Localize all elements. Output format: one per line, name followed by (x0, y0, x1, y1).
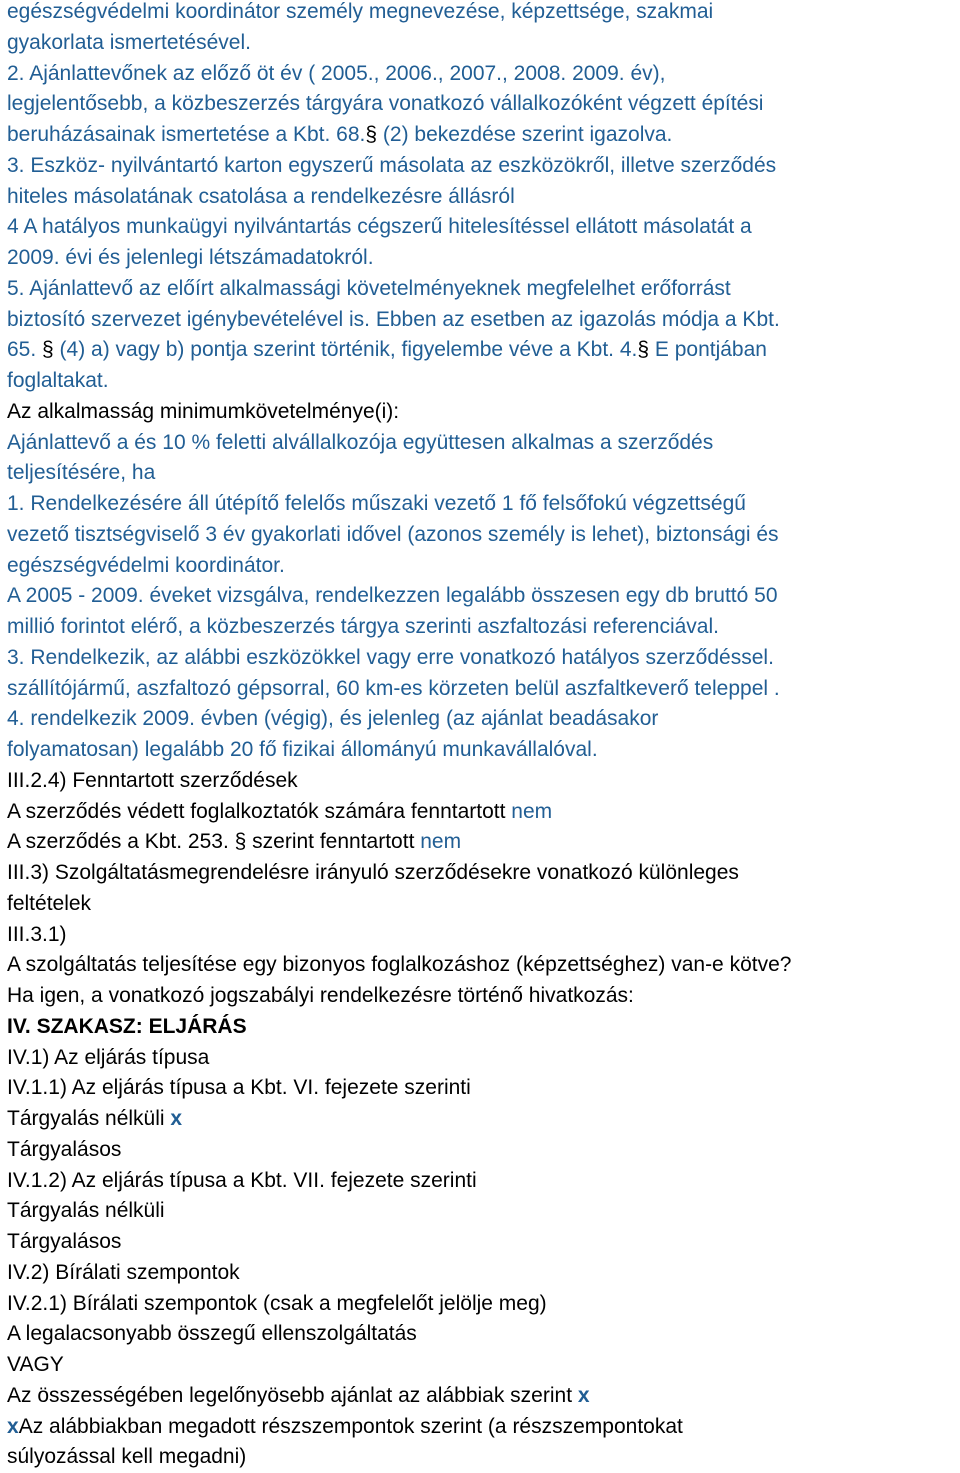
text-segment: IV.2.1) Bírálati szempontok (csak a megfelelőt jelölje meg) (7, 1291, 547, 1315)
text-segment: A 2005 - 2009. éveket vizsgálva, rendelkezzen legalább összesen egy db bruttó 50 (7, 584, 778, 608)
text-segment: millió forintot elérő, a közbeszerzés tárgya szerinti aszfaltozási referenciával. (7, 615, 719, 638)
text-line (7, 120, 959, 151)
text-segment: foglaltakat. (7, 369, 109, 392)
text-line (7, 428, 959, 459)
text-line (7, 1442, 959, 1473)
text-line (7, 1289, 959, 1320)
text-segment: Az alkalmasság minimumkövetelménye(i): (7, 399, 400, 423)
text-segment: x (170, 1107, 183, 1130)
text-segment: Az alábbiakban megadott részszempontok szerint (a részszempontokat (18, 1414, 683, 1438)
text-segment: nem (420, 830, 462, 854)
text-segment: 4. rendelkezik 2009. évben (végig), és jelenleg (az ajánlat beadásakor (7, 707, 659, 731)
text-line (7, 305, 959, 336)
text-segment: 5. Ajánlattevő az előírt alkalmassági követelményeknek megfelelhet erőforrást (7, 276, 731, 300)
text-segment: III.3) Szolgáltatásmegrendelésre irányuló szerződésekre vonatkozó különleges (7, 861, 739, 884)
text-segment: E pontjában (649, 338, 767, 362)
text-line (7, 1227, 959, 1258)
text-segment: A legalacsonyabb összegű ellenszolgáltatás (7, 1322, 417, 1346)
text-segment: legjelentősebb, a közbeszerzés tárgyára vonatkozó vállalkozóként végzett építési (7, 92, 764, 116)
text-segment: A szerződés a Kbt. 253. § szerint fenntartott (7, 830, 421, 854)
text-line (7, 1412, 959, 1443)
text-line (7, 1319, 959, 1350)
text-segment: Tárgyalás nélküli (7, 1199, 165, 1223)
text-segment: 2009. évi és jelenlegi létszámadatokról. (7, 246, 374, 269)
text-segment: IV.1) Az eljárás típusa (7, 1045, 210, 1069)
text-line (7, 797, 959, 828)
text-line (7, 674, 959, 705)
text-line (7, 643, 959, 674)
text-line (7, 612, 959, 643)
text-segment: x (7, 1414, 19, 1438)
text-line (7, 704, 959, 735)
text-segment: IV.1.1) Az eljárás típusa a Kbt. VI. fejezete szerinti (7, 1076, 471, 1100)
text-segment: szállítójármű, aszfaltozó gépsorral, 60 km-es körzeten belül aszfaltkeverő teleppel . (7, 676, 780, 700)
text-line (7, 212, 959, 243)
text-segment: (2) bekezdése szerint igazolva. (377, 123, 673, 146)
text-segment: 3. Eszköz- nyilvántartó karton egyszerű másolata az eszközökről, illetve szerződés (7, 153, 777, 177)
text-segment: 2. Ajánlattevőnek az előző öt év ( 2005., 2006., 2007., 2008. 2009. év), (7, 61, 666, 85)
text-segment: IV.2) Bírálati szempontok (7, 1260, 240, 1284)
text-segment: VAGY (7, 1353, 64, 1376)
text-segment: teljesítésére, ha (7, 461, 156, 485)
text-segment: 4 A hatályos munkaügyi nyilvántartás cégszerű hitelesítéssel ellátott másolatát a (7, 215, 752, 239)
text-line (7, 458, 959, 489)
text-segment: Tárgyalás nélküli (7, 1107, 171, 1130)
text-line (7, 858, 959, 889)
text-line (7, 950, 959, 981)
text-line (7, 889, 959, 920)
text-segment: III.2.4) Fenntartott szerződések (7, 768, 298, 792)
text-line (7, 1104, 959, 1135)
text-segment: Tárgyalásos (7, 1137, 122, 1161)
text-line (7, 274, 959, 305)
text-segment: 3. Rendelkezik, az alábbi eszközökkel vagy erre vonatkozó hatályos szerződéssel. (7, 645, 774, 669)
text-line (7, 366, 959, 397)
text-segment: IV.1.2) Az eljárás típusa a Kbt. VII. fejezete szerinti (7, 1168, 477, 1192)
text-segment: súlyozással kell megadni) (7, 1445, 247, 1469)
text-line (7, 981, 959, 1012)
text-segment: folyamatosan) legalább 20 fő fizikai állományú munkavállalóval. (7, 738, 598, 761)
text-segment: biztosító szervezet igénybevételével is. Ebben az esetben az igazolás módja a Kbt. (7, 307, 780, 331)
text-segment: feltételek (7, 891, 92, 915)
text-segment: A szolgáltatás teljesítése egy bizonyos foglalkozáshoz (képzettséghez) van-e kötve? (7, 953, 792, 977)
text-segment: Ha igen, a vonatkozó jogszabályi rendelkezésre történő hivatkozás: (7, 984, 634, 1007)
text-segment: Tárgyalásos (7, 1230, 122, 1253)
text-segment: gyakorlata ismertetésével. (7, 30, 251, 54)
text-segment: egészségvédelmi koordinátor személy megnevezése, képzettsége, szakmai (7, 0, 714, 23)
text-segment: § (36, 338, 54, 362)
text-line (7, 182, 959, 213)
text-segment: x (577, 1383, 590, 1407)
text-line (7, 151, 959, 182)
text-line (7, 1135, 959, 1166)
text-line (7, 397, 959, 428)
text-segment: Az összességében legelőnyösebb ajánlat az alábbiak szerint (7, 1383, 578, 1407)
text-line (7, 1043, 959, 1074)
text-line (7, 1350, 959, 1381)
text-segment: 65. (7, 338, 37, 362)
text-line (7, 28, 959, 59)
text-line (7, 766, 959, 797)
text-line (7, 920, 959, 951)
text-line (7, 735, 959, 766)
text-segment: vezető tisztségviselő 3 év gyakorlati idővel (azonos személy is lehet), biztonsági és (7, 522, 779, 546)
text-segment: A szerződés védett foglalkoztatók számára fenntartott (7, 799, 512, 823)
text-line (7, 581, 959, 612)
text-line (7, 1166, 959, 1197)
text-segment: III.3.1) (7, 922, 67, 946)
text-line (7, 1381, 959, 1412)
text-line (7, 1073, 959, 1104)
text-line (7, 489, 959, 520)
text-line (7, 1196, 959, 1227)
text-line (7, 0, 959, 28)
text-segment: § (637, 338, 650, 362)
text-segment: § (365, 123, 378, 146)
text-segment: IV. SZAKASZ: ELJÁRÁS (7, 1014, 247, 1038)
text-line (7, 1012, 959, 1043)
text-segment: beruházásainak ismertetése a Kbt. 68. (7, 123, 366, 146)
text-line (7, 89, 959, 120)
text-segment: (4) a) vagy b) pontja szerint történik, figyelembe véve a Kbt. 4. (53, 338, 638, 362)
text-line (7, 1258, 959, 1289)
text-line (7, 551, 959, 582)
text-segment: 1. Rendelkezésére áll útépítő felelős műszaki vezető 1 fő felsőfokú végzettségű (7, 492, 746, 515)
text-segment: egészségvédelmi koordinátor. (7, 553, 285, 577)
text-line (7, 59, 959, 90)
text-line (7, 520, 959, 551)
document-body (7, 0, 959, 1473)
text-segment: nem (511, 799, 553, 823)
text-line (7, 827, 959, 858)
text-line (7, 335, 959, 366)
text-segment: hiteles másolatának csatolása a rendelkezésre állásról (7, 184, 515, 208)
text-line (7, 243, 959, 274)
text-segment: Ajánlattevő a és 10 % feletti alvállalkozója együttesen alkalmas a szerződés (7, 430, 714, 454)
